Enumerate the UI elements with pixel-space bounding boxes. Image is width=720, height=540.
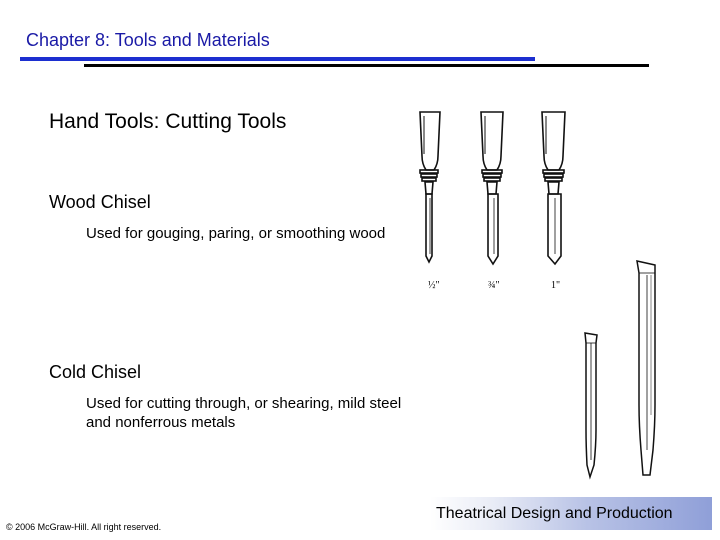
wood-chisel-description: Used for gouging, paring, or smoothing wood [86, 225, 386, 242]
header-rule-black [84, 64, 649, 67]
wood-chisel-one-inch [542, 112, 565, 264]
header-rule-blue [20, 57, 535, 61]
cold-chisel-description: Used for cutting through, or shearing, mild steel and nonferrous metals [86, 395, 402, 431]
slide-title: Hand Tools: Cutting Tools [49, 110, 287, 133]
cold-chisel-small [585, 333, 597, 477]
copyright-notice: © 2006 McGraw-Hill. All right reserved. [6, 522, 162, 532]
cold-chisels-icon [575, 255, 670, 480]
chapter-title: Chapter 8: Tools and Materials [26, 30, 270, 50]
cold-chisel-large [637, 261, 655, 475]
cold-chisel-heading: Cold Chisel [49, 362, 142, 382]
wood-chisel-half-inch [420, 112, 440, 262]
size-label-one: 1" [551, 280, 561, 291]
wood-chisel-three-quarter-inch [481, 112, 503, 264]
wood-chisels-icon [408, 106, 593, 296]
wood-chisel-heading: Wood Chisel [49, 192, 151, 212]
size-label-half: ½" [428, 280, 440, 291]
size-label-three-quarter: ¾" [488, 280, 500, 291]
footer-book-title: Theatrical Design and Production [436, 505, 673, 522]
